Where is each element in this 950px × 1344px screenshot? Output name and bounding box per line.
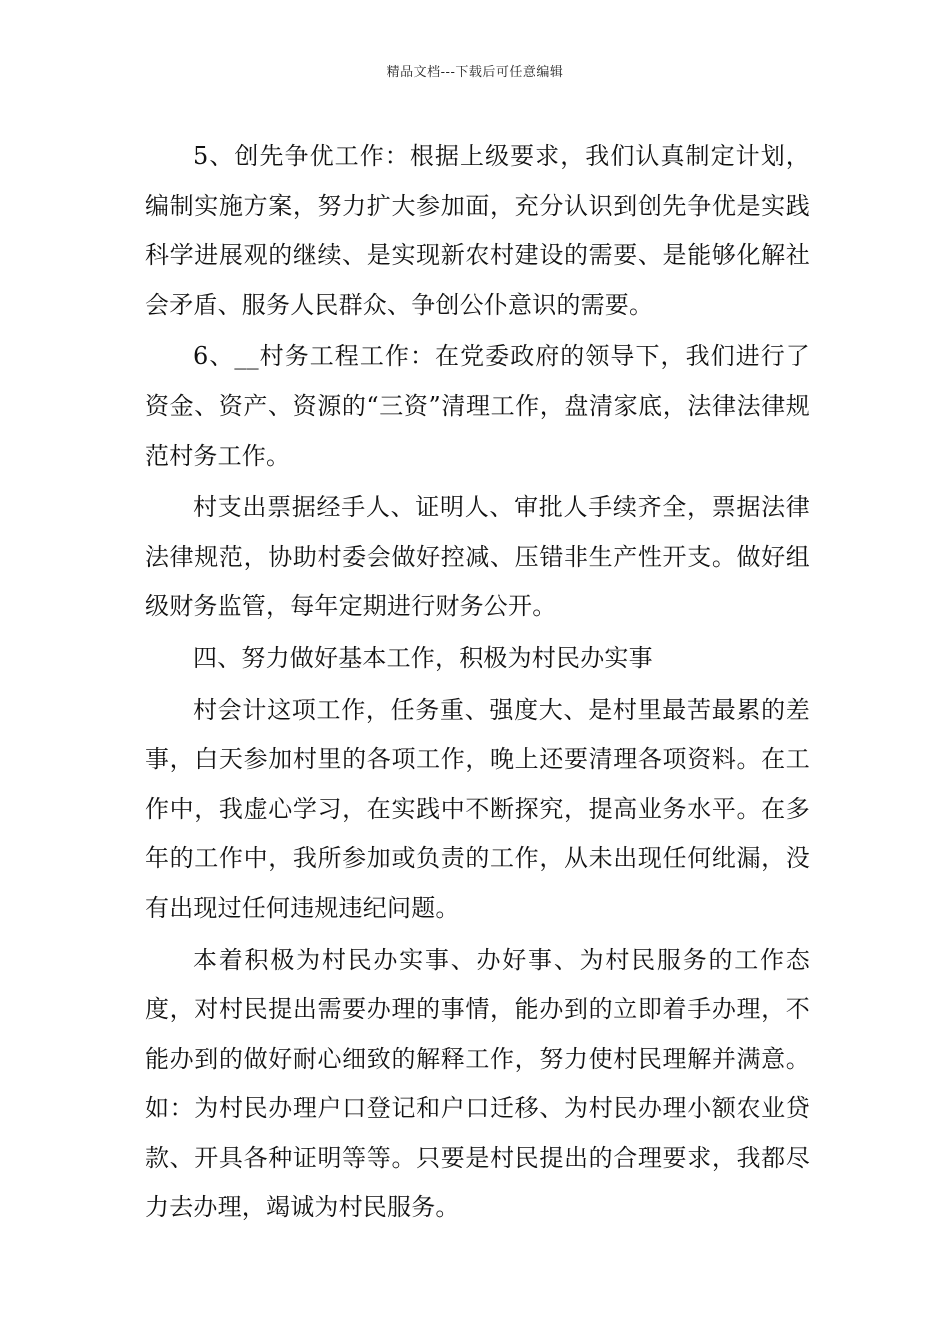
paragraph-village-affairs: 6、__村务工程工作：在党委政府的领导下，我们进行了资金、资产、资源的“三资”清理工作，盘清家底，法律法律规范村务工作。 (145, 342, 810, 470)
paragraph-serving-villagers: 本着积极为村民办实事、办好事、为村民服务的工作态度，对村民提出需要办理的事情，能办到的立即着手办理，不能办到的做好耐心细致的解释工作，努力使村民理解并满意。如：为村民办理户口登记和户口迁移、为村民办理小额农业贷款、开具各种证明等等。只要是村民提出的合理要求，我都尽力去办理，竭诚为村民服务。 (145, 945, 810, 1222)
section-heading-basic-work: 四、努力做好基本工作，积极为村民办实事 (193, 643, 653, 672)
paragraph-innovation-work: 5、创先争优工作：根据上级要求，我们认真制定计划，编制实施方案，努力扩大参加面，充分认识到创先争优是实践科学进展观的继续、是实现新农村建设的需要、是能够化解社会矛盾、服务人民群众、争创公仆意识的需要。 (145, 142, 810, 319)
paragraph-accounting-work: 村会计这项工作，任务重、强度大、是村里最苦最累的差事，白天参加村里的各项工作，晚上还要清理各项资料。在工作中，我虚心学习，在实践中不断探究，提高业务水平。在多年的工作中，我所参加或负责的工作，从未出现任何纰漏，没有出现过任何违规违纪问题。 (145, 695, 810, 922)
paragraph-expense-receipts: 村支出票据经手人、证明人、审批人手续齐全，票据法律法律规范，协助村委会做好控减、压错非生产性开支。做好组级财务监管，每年定期进行财务公开。 (145, 493, 810, 621)
document-body (145, 132, 810, 1235)
page-header: 精品文档---下载后可任意编辑 (386, 65, 564, 80)
